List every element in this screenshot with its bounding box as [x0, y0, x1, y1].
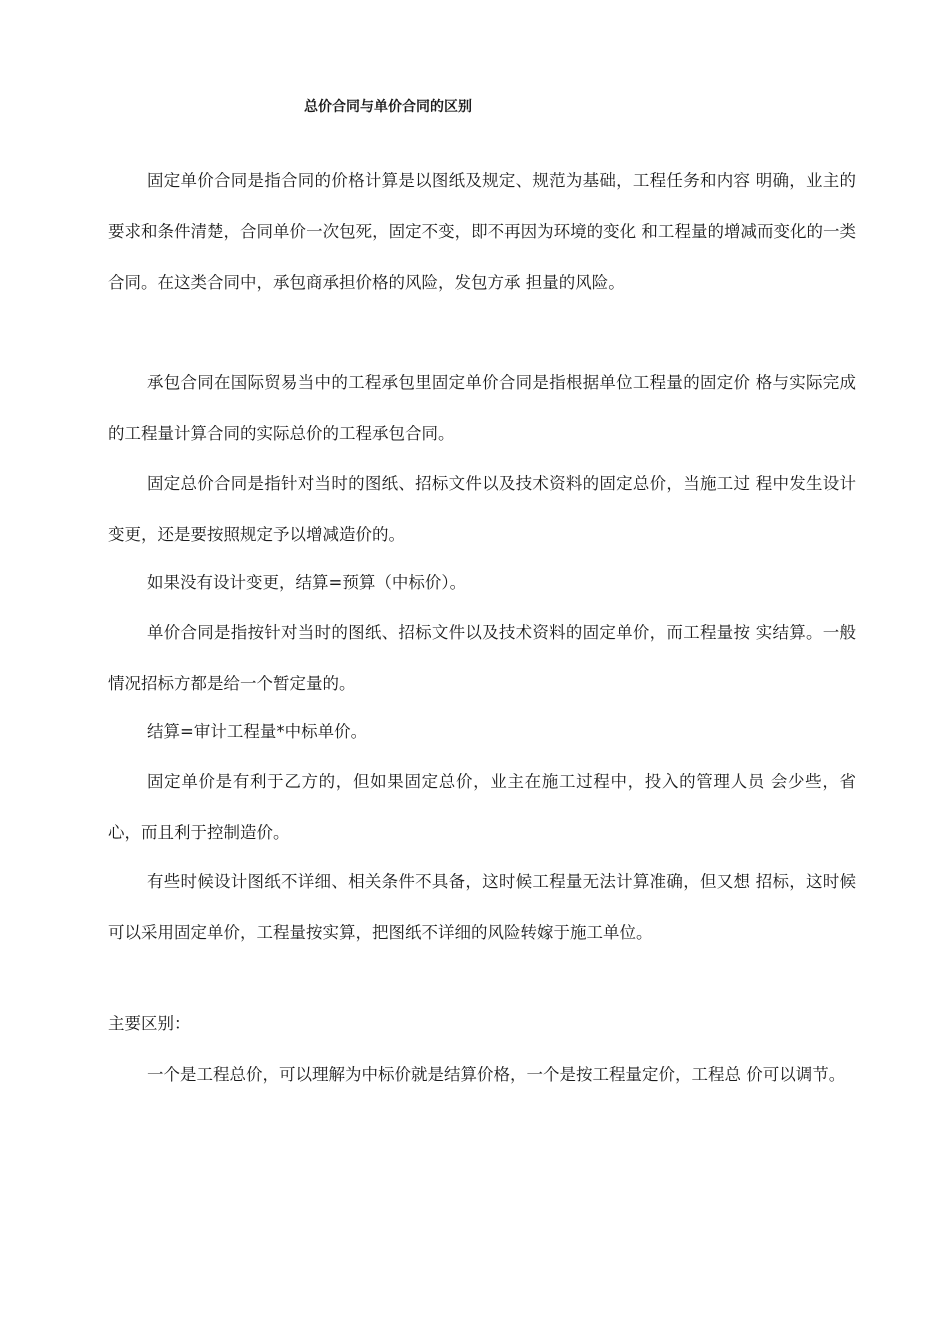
paragraph-settlement-formula: 结算=审计工程量*中标单价。: [147, 722, 368, 741]
paragraph-fixed-unit-price: 固定单价合同是指合同的价格计算是以图纸及规定、规范为基础，工程任务和内容 明确，业主的要求和条件清楚，合同单价一次包死，固定不变，即不再因为环境的变化 和工程量的增减而变化的一类合同。在这类合同中，承包商承担价格的风险，发包方承 担量的风险。: [108, 171, 856, 292]
paragraph-risk-transfer: 有些时候设计图纸不详细、相关条件不具备，这时候工程量无法计算准确，但又想 招标，这时候可以采用固定单价，工程量按实算，把图纸不详细的风险转嫁于施工单位。: [108, 872, 856, 942]
paragraph-unit-price-contract: 单价合同是指按针对当时的图纸、招标文件以及技术资料的固定单价，而工程量按 实结算。一般情况招标方都是给一个暂定量的。: [108, 623, 856, 693]
document-title: 总价合同与单价合同的区别: [304, 99, 472, 115]
paragraph-main-difference: 一个是工程总价，可以理解为中标价就是结算价格，一个是按工程量定价，工程总 价可以调节。: [147, 1065, 846, 1084]
paragraph-fixed-total-price: 固定总价合同是指针对当时的图纸、招标文件以及技术资料的固定总价，当施工过 程中发生设计变更，还是要按照规定予以增减造价的。: [108, 474, 856, 544]
paragraph-international-trade: 承包合同在国际贸易当中的工程承包里固定单价合同是指根据单位工程量的固定价 格与实际完成的工程量计算合同的实际总价的工程承包合同。: [108, 373, 856, 443]
paragraph-no-design-change: 如果没有设计变更，结算=预算（中标价）。: [147, 573, 467, 592]
paragraph-advantage: 固定单价是有利于乙方的，但如果固定总价，业主在施工过程中，投入的管理人员 会少些，省心，而且利于控制造价。: [108, 772, 856, 842]
section-heading-main-differences: 主要区别：: [108, 1014, 191, 1033]
